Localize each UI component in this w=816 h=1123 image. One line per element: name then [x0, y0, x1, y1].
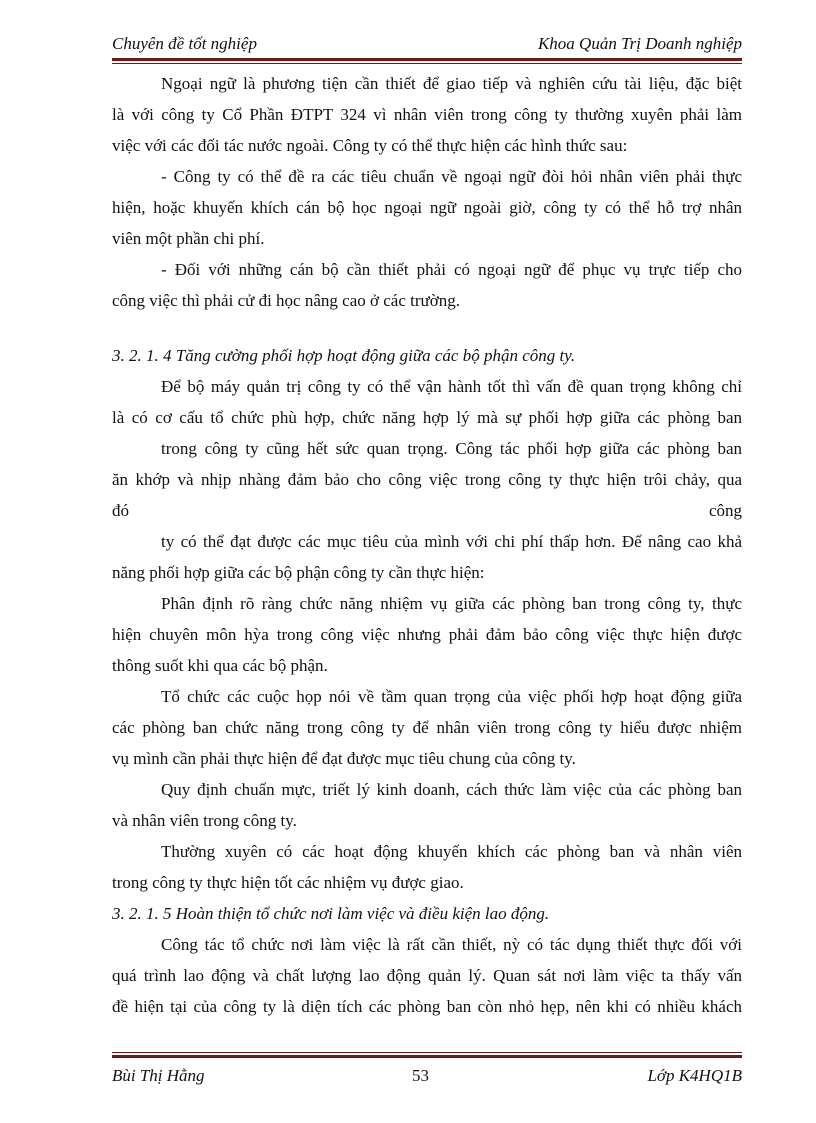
- page-number: 53: [412, 1066, 429, 1085]
- text-line: [112, 495, 742, 526]
- text-line: - Công ty có thể đề ra các tiêu chuẩn về ngoại ngữ đòi hỏi nhân viên phải thực: [161, 167, 742, 186]
- text-line: Công tác tổ chức nơi làm việc là rất cần thiết, nỳ có tác dụng thiết thực đối với: [161, 935, 742, 954]
- text-line: ăn khớp và nhịp nhàng đảm bảo cho công việc trong công ty thực hiện trôi chảy, qua: [112, 470, 742, 489]
- text-line: thông suốt khi qua các bộ phận.: [112, 656, 328, 675]
- text-line: trong công ty cũng hết sức quan trọng. Công tác phối hợp giữa các phòng ban: [161, 439, 742, 458]
- text-line: hiện, hoặc khuyến khích cán bộ học ngoại ngữ ngoài giờ, công ty có thể hỗ trợ nhân: [112, 198, 742, 217]
- text-line: công việc thì phải cử đi học nâng cao ở các trường.: [112, 291, 460, 310]
- text-line: viên một phần chi phí.: [112, 229, 265, 248]
- text-line: hiện chuyên môn hỳa trong công việc nhưng phải đảm bảo công việc thực hiện được: [112, 625, 742, 644]
- text-line: trong công ty thực hiện tốt các nhiệm vụ được giao.: [112, 873, 464, 892]
- text-line: việc với các đối tác nước ngoài. Công ty có thể thực hiện các hình thức sau:: [112, 136, 628, 155]
- text-line: vụ mình cần phải thực hiện để đạt được mục tiêu chung của công ty.: [112, 749, 576, 768]
- text-line: là với công ty Cổ Phần ĐTPT 324 vì nhân viên trong công ty thường xuyên phải làm: [112, 105, 742, 124]
- text-line: - Đối với những cán bộ cần thiết phải có ngoại ngữ để phục vụ trực tiếp cho: [161, 260, 742, 279]
- text-line: đề hiện tại của công ty là diện tích các phòng ban còn nhỏ hẹp, nên khi có nhiều khách: [112, 997, 742, 1016]
- text-line: các phòng ban chức năng trong công ty để nhân viên trong công ty hiểu được nhiệm: [112, 718, 742, 737]
- text-fragment: công: [708, 501, 742, 520]
- text-line: Ngoại ngữ là phương tiện cần thiết để giao tiếp và nghiên cứu tài liệu, đặc biệt: [161, 74, 742, 93]
- text-line: Tổ chức các cuộc họp nói về tầm quan trọng của việc phối hợp hoạt động giữa: [161, 687, 742, 706]
- text-line: Quy định chuẩn mực, triết lý kinh doanh, cách thức làm việc của các phòng ban: [161, 780, 742, 799]
- text-line: Để bộ máy quản trị công ty có thể vận hành tốt thì vấn đề quan trọng không chỉ: [161, 377, 742, 396]
- text-line: Thường xuyên có các hoạt động khuyến khích các phòng ban và nhân viên: [161, 842, 742, 861]
- text-line: và nhân viên trong công ty.: [112, 811, 297, 830]
- text-line: quá trình lao động và chất lượng lao động quản lý. Quan sát nơi làm việc ta thấy vấn: [112, 966, 742, 985]
- text-line: năng phối hợp giữa các bộ phận công ty cần thực hiện:: [112, 563, 485, 582]
- header-department: Khoa Quản Trị Doanh nghiệp: [537, 34, 742, 53]
- footer-class: Lớp K4HQ1B: [647, 1066, 742, 1085]
- header-title: Chuyên đề tốt nghiệp: [112, 34, 257, 53]
- text-fragment: đó: [112, 501, 129, 520]
- text-line: Phân định rõ ràng chức năng nhiệm vụ giữa các phòng ban trong công ty, thực: [161, 594, 742, 613]
- section-heading: 3. 2. 1. 4 Tăng cường phối hợp hoạt động giữa các bộ phận công ty.: [112, 346, 576, 365]
- footer-author: Bùi Thị Hằng: [112, 1066, 205, 1085]
- section-heading: 3. 2. 1. 5 Hoàn thiện tổ chức nơi làm việc và điều kiện lao động.: [112, 904, 550, 923]
- text-line: ty có thể đạt được các mục tiêu của mình với chi phí thấp hơn. Để nâng cao khả: [161, 532, 742, 551]
- page-body: [112, 68, 742, 1022]
- text-line: là có cơ cấu tổ chức phù hợp, chức năng hợp lý mà sự phối hợp giữa các phòng ban: [112, 408, 742, 427]
- page-header: [112, 32, 742, 58]
